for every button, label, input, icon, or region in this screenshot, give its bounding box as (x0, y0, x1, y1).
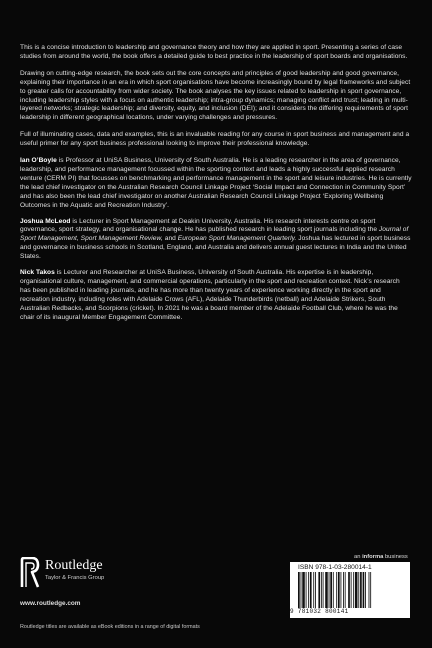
barcode-stripe (306, 572, 307, 608)
ebook-notice: Routledge titles are available as eBook editions in a range of digital formats (20, 624, 200, 630)
barcode-stripe (315, 572, 316, 608)
barcode-stripe (338, 572, 340, 608)
author-bio-text: Joshua has lectured in sport business and governance in business schools in Scotland, England, and Australia and delivers annual guest lectures in India and the United States. (20, 235, 411, 261)
barcode-stripe (341, 572, 342, 608)
barcode-stripe (330, 572, 332, 608)
informa-brand: informa (362, 554, 384, 560)
barcode-stripe (348, 572, 350, 608)
intro-paragraph-3: Full of illuminating cases, data and examples, this is an invaluable reading for any course in sport business and management and a useful primer for any sport business professional looking to improve their professional knowledge. (20, 131, 410, 148)
intro-paragraph-1: This is a concise introduction to leadership and governance theory and how they are applied in sport. Presenting a series of case studies from around the world, the book offers a detailed guide to best practice in the leadership of sport boards and organisations. (20, 44, 408, 60)
barcode-stripe (323, 572, 324, 608)
informa-business-label (354, 554, 408, 560)
journal-titles: Journal of Sport Management, Sport Management Review, (20, 226, 409, 243)
barcode-stripe (369, 572, 370, 608)
informa-suffix: business (383, 554, 408, 560)
author-bio-3 (20, 269, 412, 322)
author-bio-1 (20, 157, 412, 210)
barcode-stripe (343, 572, 344, 608)
barcode-stripe (310, 572, 312, 608)
barcode-stripe (345, 572, 346, 608)
barcode-stripe (333, 572, 334, 608)
publisher-subtitle: Taylor & Francis Group (45, 575, 105, 581)
barcode-stripe (358, 572, 359, 608)
barcode-stripe (351, 572, 352, 608)
barcode (290, 562, 410, 618)
author-bio-text: is Professor at UniSA Business, University of South Australia. He is a leading researcher in the area of governance, leadership, and performance management focussed within the sporting context and leads a highly successful applied research venture (CERM PI) that focusses on benchmarking and performance management in the sport and leisure industries. He is currently the lead chief investigator on the Australian Research Council Linkage Project ‘Social Impact and Connection in Community Sport’ and has also been the lead chief investigator on another Australian Research Council Linkage Project ‘Exploring Wellbeing Outcomes in the Aquatic and Recreation Industry’. (20, 157, 412, 209)
barcode-stripe (301, 572, 302, 608)
barcode-stripe (360, 572, 362, 608)
barcode-stripe (298, 572, 300, 608)
author-name: Ian O’Boyle (20, 157, 57, 165)
barcode-stripe (318, 572, 320, 608)
isbn: ISBN 978-1-03-280014-1 (298, 564, 372, 571)
routledge-logo (20, 557, 140, 597)
barcode-stripe (353, 572, 354, 608)
barcode-stripe (329, 572, 330, 608)
journal-title: European Sport Management Quarterly. (177, 235, 297, 243)
author-bio-text: is Lecturer and Researcher at UniSA Business, University of South Australia. His expertise is in leadership, organisational culture, management, and commercial operations, particularly in the sport and recreation context. Nick’s research has been published in leading journals, and he has more than twenty years of experience working directly in the sport and recreation industry, including roles with Adelaide Crows (AFL), Adelaide Thunderbirds (netball) and Adelaide Strikers, South Australian Redbacks, and Scorpions (cricket). In 2021 he was a board member of the Adelaide Football Club, where he was the chair of its inaugural Member Engagement Committee. (20, 269, 400, 321)
barcode-stripe (302, 572, 305, 608)
barcode-stripe (355, 572, 358, 608)
intro-paragraph-2: Drawing on cutting-edge research, the book sets out the core concepts and principles of good leadership and good governance, explaining their importance in an era in which sport organisations have become increasingly bound by legal frameworks and subject to greater calls for accountability from wider society. The book analyses the key issues related to leadership in sport governance, including leadership styles with a focus on authentic leadership; intra-group dynamics; managing conflict and trust; leading in multi-layered networks; strategic leadership; and diversity, equity, and inclusion (DEI); and it considers the differing requirements of sport leadership in different geographical locations, under varying challenges and pressures. (20, 69, 411, 122)
author-bio-2 (20, 218, 412, 263)
author-bio-text: and (162, 235, 178, 243)
barcode-stripe (365, 572, 366, 608)
barcode-digits: 9 781032 800141 (290, 608, 349, 615)
author-bio-text: is Lecturer in Sport Management at Deakin University, Australia. His research interests centre on sport governance, sport strategy, and organisational change. He has published research in leading sport journals including the (20, 217, 379, 234)
back-cover-text (20, 44, 412, 329)
barcode-stripe (313, 572, 314, 608)
routledge-logo-icon (20, 557, 40, 589)
barcode-stripe (321, 572, 322, 608)
publisher-name: Routledge (45, 558, 103, 573)
barcode-stripe (370, 572, 371, 608)
barcode-stripe (325, 572, 328, 608)
barcode-stripe (308, 572, 309, 608)
informa-prefix: an (354, 554, 363, 560)
barcode-bars (296, 572, 404, 608)
author-name: Nick Takos (20, 269, 55, 277)
author-name: Joshua McLeod (20, 217, 71, 225)
barcode-stripe (363, 572, 365, 608)
barcode-stripe (336, 572, 337, 608)
publisher-website[interactable]: www.routledge.com (20, 600, 81, 607)
